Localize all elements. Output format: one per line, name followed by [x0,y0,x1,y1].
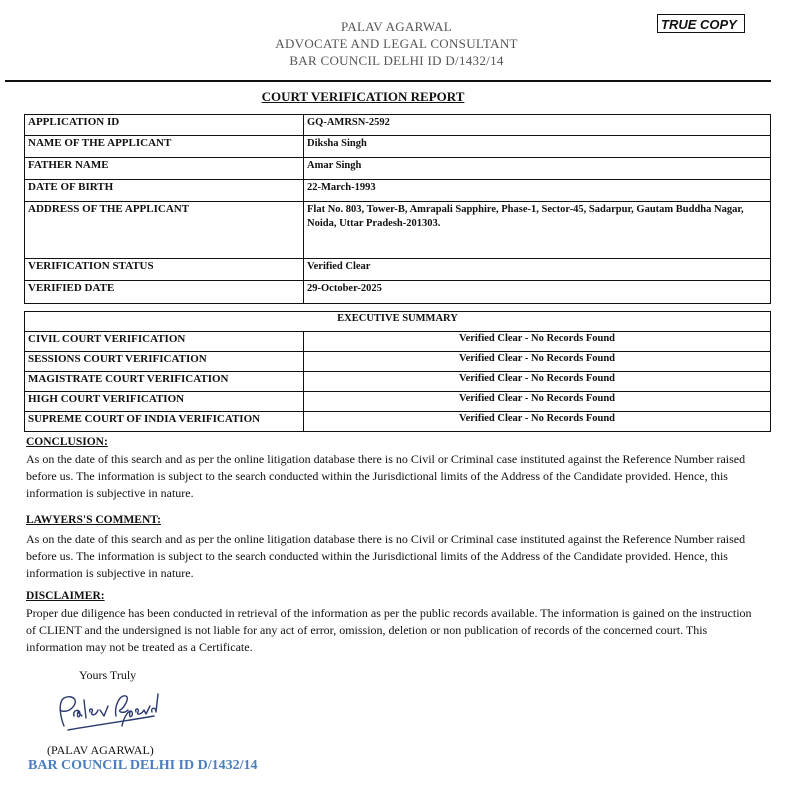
applicant-details-table [24,114,771,304]
table-row [25,115,771,136]
table-row [25,281,771,304]
handwritten-signature [50,686,170,741]
row-label: HIGH COURT VERIFICATION [25,392,304,412]
table-row [25,352,771,372]
advocate-name: PALAV AGARWAL [341,19,452,34]
row-value: 22-March-1993 [304,180,771,202]
row-value: Verified Clear - No Records Found [304,352,771,372]
table-row [25,180,771,202]
row-label: SUPREME COURT OF INDIA VERIFICATION [25,412,304,432]
conclusion-heading: CONCLUSION: [26,436,108,448]
conclusion-text: As on the date of this search and as per the online litigation database there is no Civil or Criminal case instituted against the Reference Number raised before us. The information is subject to the search conducted within the Jurisdictional limits of the Address of the Candidate provided. Hence, this information is subjective in nature. [26,452,746,500]
row-value: Verified Clear [304,259,771,281]
signatory-name: (PALAV AGARWAL) [47,743,154,757]
row-value: Verified Clear - No Records Found [304,372,771,392]
executive-summary-title: EXECUTIVE SUMMARY [25,312,771,332]
row-label: DATE OF BIRTH [25,180,304,202]
table-row [25,372,771,392]
row-label: VERIFICATION STATUS [25,259,304,281]
row-label: CIVIL COURT VERIFICATION [25,332,304,352]
report-title: COURT VERIFICATION REPORT [261,89,465,104]
row-label: NAME OF THE APPLICANT [25,136,304,158]
row-value: Verified Clear - No Records Found [304,332,771,352]
table-row [25,158,771,180]
row-value: Verified Clear - No Records Found [304,412,771,432]
table-row [25,136,771,158]
advocate-bar-id: BAR COUNCIL DELHI ID D/1432/14 [289,53,504,68]
row-label: VERIFIED DATE [25,281,304,304]
row-label: SESSIONS COURT VERIFICATION [25,352,304,372]
signatory-bar-id: BAR COUNCIL DELHI ID D/1432/14 [28,758,258,773]
disclaimer-text: Proper due diligence has been conducted in retrieval of the information as per the public records available. The information is gained on the instruction of CLIENT and the undersigned is not liable for any act of error, omission, deletion or non publication of records of the concerned court. This information may not be treated as a Certificate. [26,606,752,654]
disclaimer-heading: DISCLAIMER: [26,590,105,602]
row-value: 29-October-2025 [304,281,771,304]
executive-summary-table [24,311,771,432]
advocate-designation: ADVOCATE AND LEGAL CONSULTANT [275,36,518,51]
true-copy-stamp: TRUE COPY [657,14,745,33]
table-header-row [25,312,771,332]
row-label: APPLICATION ID [25,115,304,136]
table-row [25,412,771,432]
header-divider [5,80,771,82]
row-value: Amar Singh [304,158,771,180]
lawyers-comment-text: As on the date of this search and as per the online litigation database there is no Civil or Criminal case instituted against the Reference Number raised before us. The information is subject to the search conducted within the Jurisdictional limits of the Address of the Candidate provided. Hence, this information is subjective in nature. [26,532,746,580]
table-row [25,259,771,281]
row-value: GQ-AMRSN-2592 [304,115,771,136]
row-label: FATHER NAME [25,158,304,180]
closing-salutation: Yours Truly [79,668,137,682]
table-row [25,392,771,412]
row-value: Verified Clear - No Records Found [304,392,771,412]
table-row [25,202,771,259]
row-label: ADDRESS OF THE APPLICANT [25,202,304,259]
row-value: Flat No. 803, Tower-B, Amrapali Sapphire, Phase-1, Sector-45, Sadarpur, Gautam Buddha Nagar, Noida, Uttar Pradesh-201303. [304,202,771,259]
row-value: Diksha Singh [304,136,771,158]
lawyers-comment-heading: LAWYERS'S COMMENT: [26,514,161,526]
table-row [25,332,771,352]
row-label: MAGISTRATE COURT VERIFICATION [25,372,304,392]
